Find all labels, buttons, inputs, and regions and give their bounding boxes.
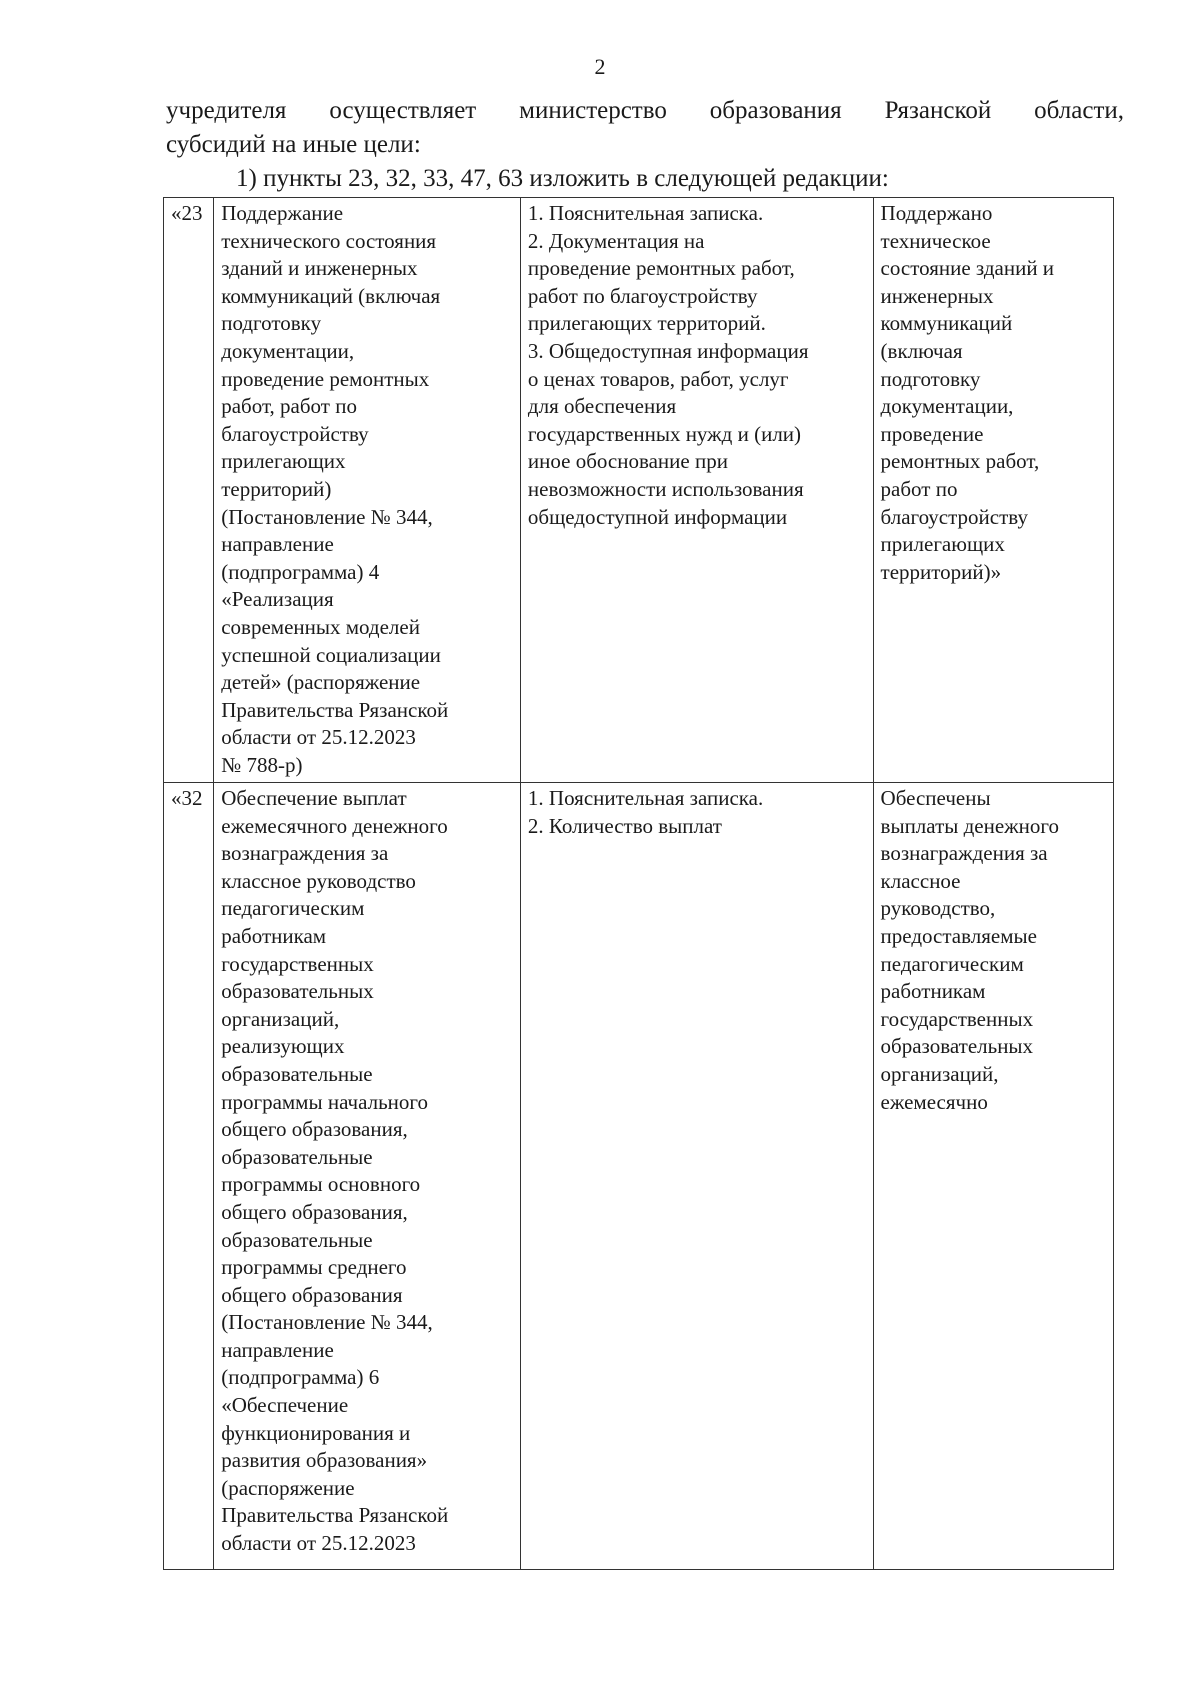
row-number: «32	[171, 786, 203, 810]
documents-list: 1. Пояснительная записка. 2. Документация на проведение ремонтных работ, работ по благоустройству прилегающих территорий. 3. Общедоступная информация о ценах товаров, работ, услуг для обеспечения государственных нужд и (или) иное обоснование при невозможности использования общедоступной информации	[527, 201, 809, 529]
documents-cell	[520, 198, 873, 783]
amendment-heading: 1) пункты 23, 32, 33, 47, 63 изложить в следующей редакции:	[236, 165, 889, 192]
intro-text-line-2: субсидий на иные цели:	[166, 131, 421, 158]
result-cell	[873, 783, 1113, 1570]
row-number-cell	[164, 783, 214, 1570]
event-name-cell	[214, 783, 521, 1570]
result-text: Обеспечены выплаты денежного вознаграждения за классное руководство, предоставляемые педагогическим работникам государственных образовательных организаций, ежемесячно	[880, 786, 1060, 1114]
result-text: Поддержано техническое состояние зданий и инженерных коммуникаций (включая подготовку документации, проведение ремонтных работ, работ по благоустройству прилегающих территорий)»	[880, 201, 1055, 584]
documents-cell	[520, 783, 873, 1570]
amendment-table	[163, 197, 1114, 1570]
intro-text-line-1: учредителя осуществляет министерство образования Рязанской области,	[166, 97, 1124, 124]
row-number: «23	[171, 201, 203, 225]
table-row	[164, 783, 1114, 1570]
event-name: Обеспечение выплат ежемесячного денежного вознаграждения за классное руководство педагогическим работникам государственных образовательных организаций, реализующих образовательные программы начального общего образования, образовательные программы основного общего образования, образовательные программы среднего общего образования (Постановление № 344, направление (подпрограмма) 6 «Обеспечение функционирования и развития образования» (распоряжение Правительства Рязанской области от 25.12.2023	[221, 786, 449, 1556]
row-number-cell	[164, 198, 214, 783]
event-name: Поддержание технического состояния зданий и инженерных коммуникаций (включая подготовку документации, проведение ремонтных работ, работ по благоустройству прилегающих территорий) (Постановление № 344, направление (подпрограмма) 4 «Реализация современных моделей успешной социализации детей» (распоряжение Правительства Рязанской области от 25.12.2023 № 788-р)	[221, 201, 449, 777]
table-row	[164, 198, 1114, 783]
page-number: 2	[594, 54, 606, 79]
result-cell	[873, 198, 1113, 783]
event-name-cell	[214, 198, 521, 783]
documents-list: 1. Пояснительная записка. 2. Количество выплат	[527, 786, 764, 838]
